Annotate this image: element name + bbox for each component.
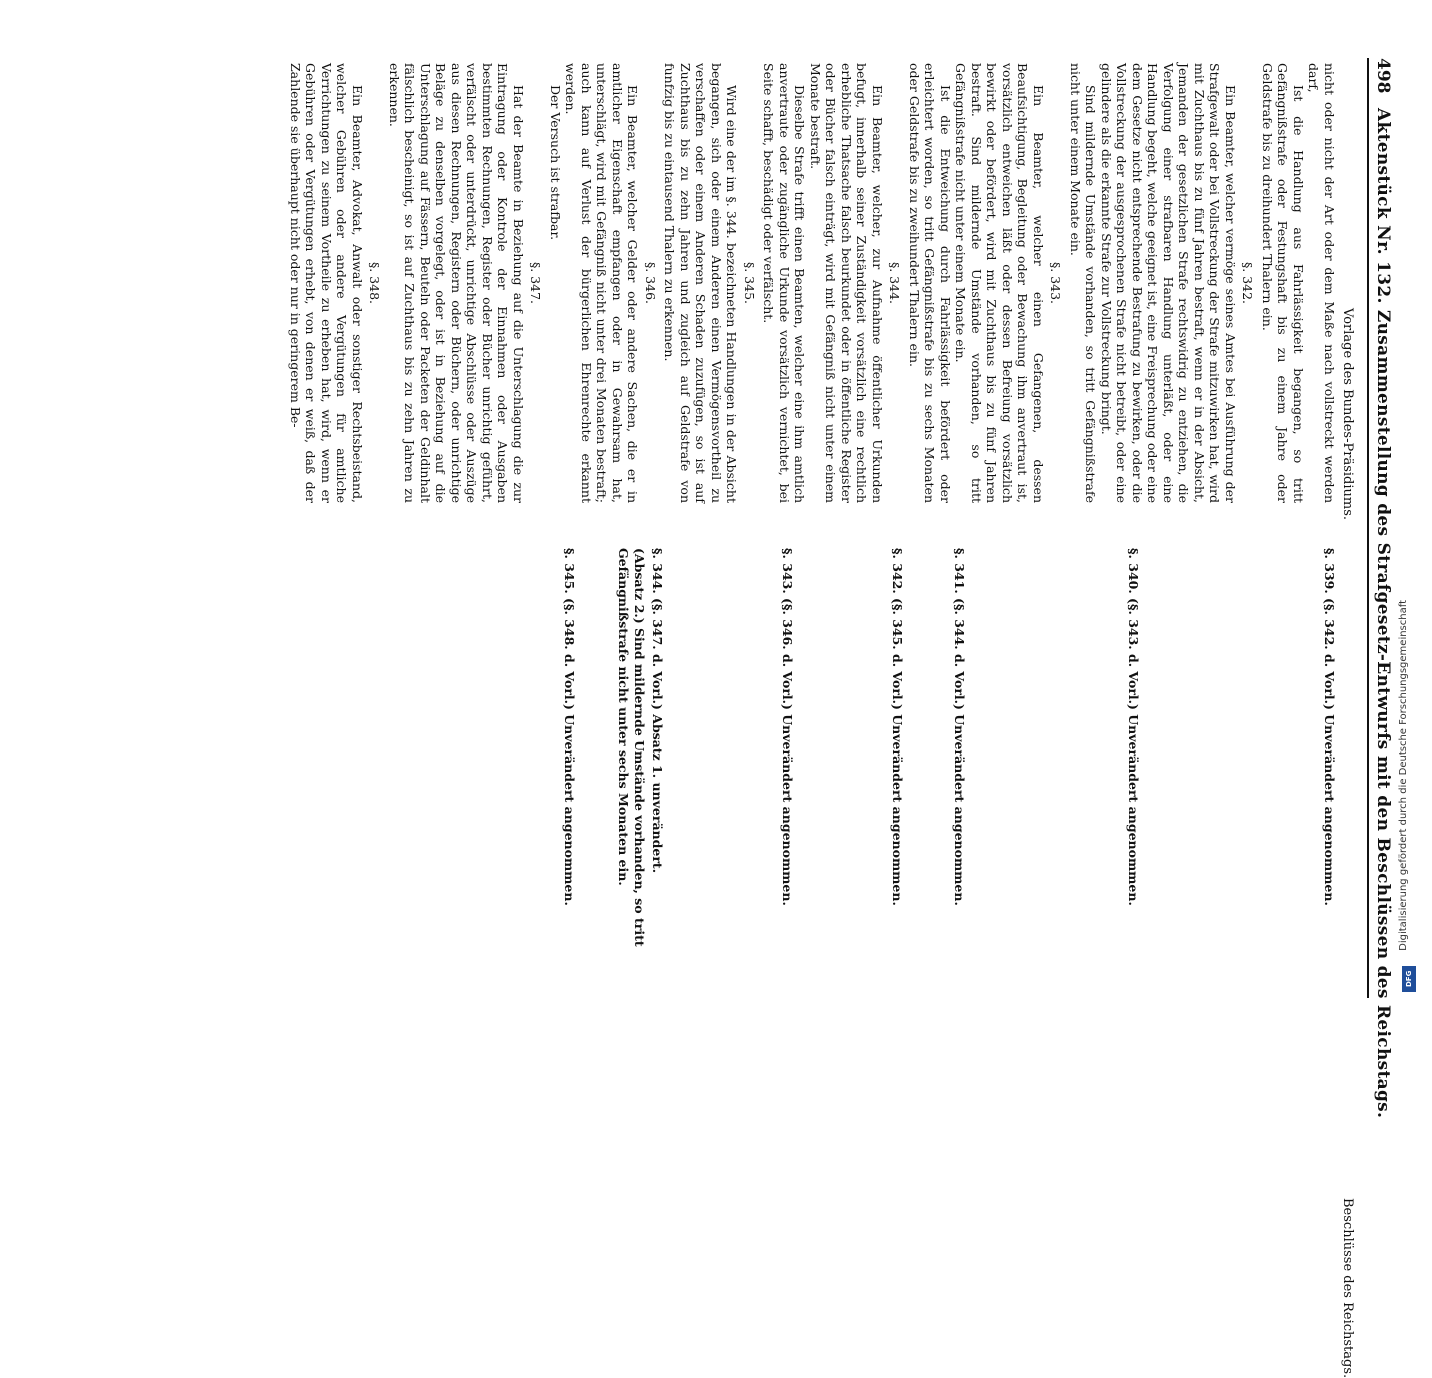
- paragraph: Ist die Handlung aus Fahrlässigkeit begangen, so tritt Gefängnißstrafe oder Festungshaft bis zu einem Jahre oder Geldstrafe bis zu dreihundert Thalern ein.: [1260, 63, 1306, 503]
- resolution-note: §. 339. (§. 342. d. Vorl.) Unverändert angenommen.: [1322, 548, 1337, 906]
- resolution-note: §. 343. (§. 346. d. Vorl.) Unverändert angenommen.: [780, 548, 795, 906]
- section-346: [548, 63, 659, 503]
- paragraph: Ein Beamter, welcher Gelder oder andere Sachen, die er in amtlicher Eigenschaft empfangen oder in Gewahrsam hat, unterschlägt, wird mit Gefängniß nicht unter drei Monaten bestraft; auch kann auf Verlust der bürgerlichen Ehrenrechte erkannt werden.: [563, 63, 641, 503]
- section-344: [761, 63, 903, 503]
- paragraph: nicht oder nicht der Art oder dem Maße nach vollstreckt werden darf,: [1306, 63, 1337, 503]
- paragraph: Ein Beamter, Advokat, Anwalt oder sonstiger Rechtsbeistand, welcher Gebühren oder andere Vergütungen für amtliche Verrichtungen zu seinem Vortheile zu erheben hat, wird, wenn er Gebühren oder Vergütungen erhebt, von denen er weiß, daß der Zahlende sie überhaupt nicht oder nur in geringerem Be-: [288, 63, 365, 503]
- resolution-note: §. 341. (§. 344. d. Vorl.) Unverändert angenommen.: [952, 548, 967, 906]
- section-number: §. 345.: [742, 261, 757, 305]
- paragraph: Ein Beamter, welcher, zur Aufnahme öffentlicher Urkunden befugt, innerhalb seiner Zuständigkeit vorsätzlich eine rechtlich erhebliche Thatsache falsch beurkundet oder in öffentliche Register oder Bücher falsch einträgt, wird mit Gefängniß nicht unter einem Monate bestraft.: [808, 63, 885, 503]
- left-column-heading: Vorlage des Bundes-Präsidiums.: [1340, 308, 1355, 521]
- paragraph: Sind mildernde Umstände vorhanden, so tritt Gefängnißstrafe nicht unter einem Monate ein.: [1068, 63, 1099, 503]
- resolution-note: §. 345. (§. 348. d. Vorl.) Unverändert angenommen.: [562, 548, 577, 906]
- left-column: [284, 63, 1338, 503]
- page-title: Aktenstück Nr. 132. Zusammenstellung des Strafgesetz-Entwurfs mit den Beschlüssen des Reichstags.: [1373, 108, 1393, 1119]
- paragraph: Hat der Beamte in Beziehung auf die Unterschlagung die zur Eintragung oder Kontrole der Einnahmen oder Ausgaben bestimmten Rechnungen, Register oder Bücher unrichtig geführt, verfälscht oder unterdrückt, unrichtige Abschlüsse oder Auszüge aus diesen Rechnungen, Registern oder Büchern, oder unrichtige Beläge zu denselben vorgelegt, oder ist in Beziehung auf die Unterschlagung auf Fässern, Beuteln oder Packeten der Geldinhalt fälschlich bescheinigt, so ist auf Zuchthaus bis zu zehn Jahren zu erkennen.: [387, 63, 526, 503]
- section-347: [387, 63, 544, 503]
- right-column-heading: Beschlüsse des Reichstags.: [1340, 1198, 1355, 1378]
- rotated-page: [215, 58, 1395, 1378]
- section-number: §. 347.: [528, 261, 544, 305]
- section-number: §. 348.: [367, 261, 383, 305]
- paragraph: Wird eine der im §. 344. bezeichneten Handlungen in der Absicht begangen, sich oder einem Anderen einen Vermögensvortheil zu verschaffen oder einem Anderen Schaden zuzufügen, so ist auf Zuchthaus bis zu zehn Jahren und zugleich auf Geldstrafe von funfzig bis zu eintausend Thalern zu erkennen.: [662, 63, 740, 503]
- section-number: §. 342.: [1240, 261, 1256, 305]
- section-continuation: [1260, 63, 1338, 503]
- credit-text: Digitalisierung gefördert durch die Deutsche Forschungsgemeinschaft: [1398, 600, 1409, 951]
- section-number: §. 344.: [887, 261, 903, 305]
- paragraph: Der Versuch ist strafbar.: [548, 85, 563, 241]
- paragraph: Ein Beamter, welcher einen Gefangenen, dessen Beaufsichtigung, Begleitung oder Bewachung ihm anvertraut ist, vorsätzlich entweichen läßt oder dessen Befreiung vorsätzlich bewirkt oder befördert, wird mit Zuchthaus bis zu fünf Jahren bestraft. Sind mildernde Umstände vorhanden, so tritt Gefängnißstrafe nicht unter einem Monate ein.: [953, 63, 1046, 503]
- section-number: §. 346.: [643, 261, 658, 305]
- digitization-credit: [1398, 600, 1418, 995]
- section-342: [1068, 63, 1256, 503]
- resolution-note: §. 342. (§. 345. d. Vorl.) Unverändert angenommen.: [890, 548, 905, 906]
- paragraph: Dieselbe Strafe trifft einen Beamten, welcher eine ihm amtlich anvertraute oder zugängliche Urkunde vorsätzlich vernichtet, bei Seite schafft, beschädigt oder verfälscht.: [761, 63, 808, 503]
- header-rule: [1367, 58, 1369, 998]
- resolution-note: (Absatz 2.) Sind mildernde Umstände vorhanden, so tritt Gefängnißstrafe nicht unter sechs Monaten ein.: [616, 548, 647, 947]
- section-345: [662, 63, 757, 503]
- section-number: §. 343.: [1048, 261, 1064, 305]
- section-343: [907, 63, 1064, 503]
- paragraph: Ist die Entweichung durch Fahrlässigkeit befördert oder erleichtert worden, so tritt Gefängnißstrafe bis zu sechs Monaten oder Geldstrafe bis zu zweihundert Thalern ein.: [907, 63, 953, 503]
- page-header: [1365, 58, 1395, 1119]
- dfg-logo: DFG: [1402, 966, 1416, 992]
- paragraph: Ein Beamter, welcher vermöge seines Amtes bei Ausführung der Strafgewalt oder bei Vollstreckung der Strafe mitzuwirken hat, wird mit Zuchthaus bis zu fünf Jahren bestraft, wenn er in der Absicht, Jemanden der gesetzlichen Strafe rechtswidrig zu entziehen, die Verfolgung einer strafbaren Handlung unterläßt, oder eine Handlung begeht, welche geeignet ist, eine Freisprechung oder eine dem Gesetze nicht entsprechende Bestrafung zu bewirken, oder die Vollstreckung der ausgesprochenen Strafe nicht betreibt, oder eine gelindere als die erkannte Strafe zur Vollstreckung bringt.: [1099, 63, 1238, 503]
- resolution-note: §. 344. (§. 347. d. Vorl.) Absatz 1. unverändert.: [650, 548, 665, 874]
- resolution-note: §. 340. (§. 343. d. Vorl.) Unverändert angenommen.: [1126, 548, 1141, 906]
- page-number: 498: [1373, 58, 1393, 94]
- section-348: [288, 63, 383, 503]
